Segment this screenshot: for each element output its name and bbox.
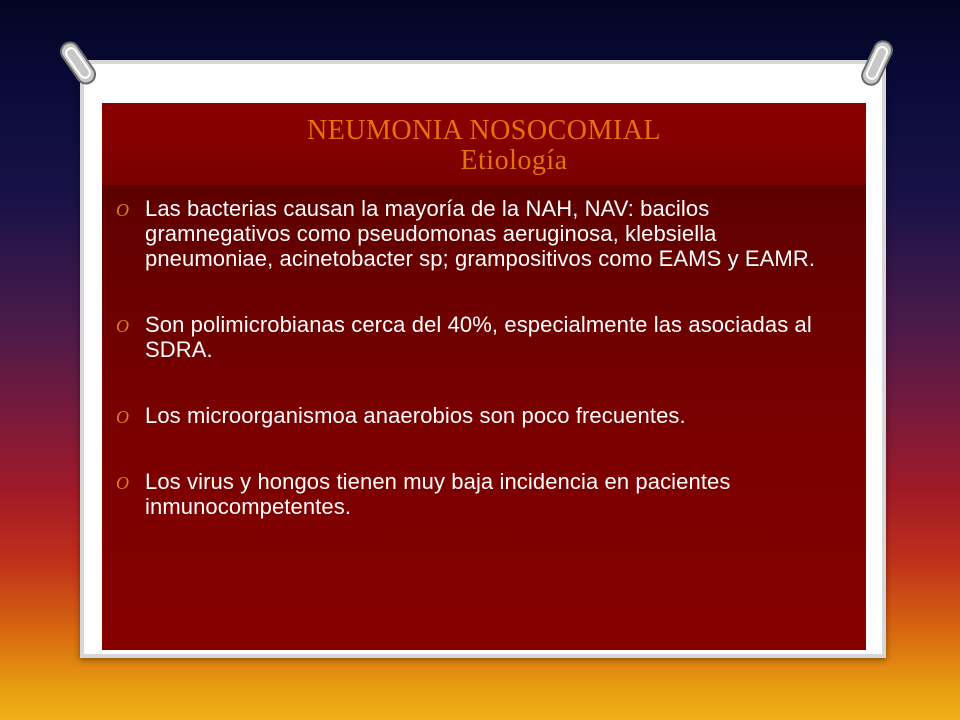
bullet-text: Las bacterias causan la mayoría de la NAH, NAV: bacilos gramnegativos como pseudomonas aeruginosa, klebsiella pneumoniae, acinetobacter sp; grampositivos como EAMS y EAMR. — [145, 196, 816, 271]
bullet-marker: O — [116, 407, 130, 427]
title-bar — [102, 103, 866, 185]
bullet-item — [116, 312, 851, 362]
slide-title: NEUMONIA NOSOCOMIAL — [306, 115, 662, 146]
bullet-marker: O — [116, 200, 130, 220]
bullet-text: Los microorganismoa anaerobios son poco frecuentes. — [145, 403, 686, 428]
slide-subtitle: Etiología — [460, 145, 568, 176]
bullet-list — [116, 196, 851, 560]
bullet-text: Los virus y hongos tienen muy baja incidencia en pacientes inmunocompetentes. — [145, 469, 731, 519]
bullet-item — [116, 403, 851, 428]
bullet-item — [116, 469, 851, 519]
bullet-marker: O — [116, 473, 130, 493]
bullet-text: Son polimicrobianas cerca del 40%, especialmente las asociadas al SDRA. — [145, 312, 812, 362]
bullet-item — [116, 196, 851, 271]
content-panel — [102, 103, 866, 650]
bullet-marker: O — [116, 316, 130, 336]
